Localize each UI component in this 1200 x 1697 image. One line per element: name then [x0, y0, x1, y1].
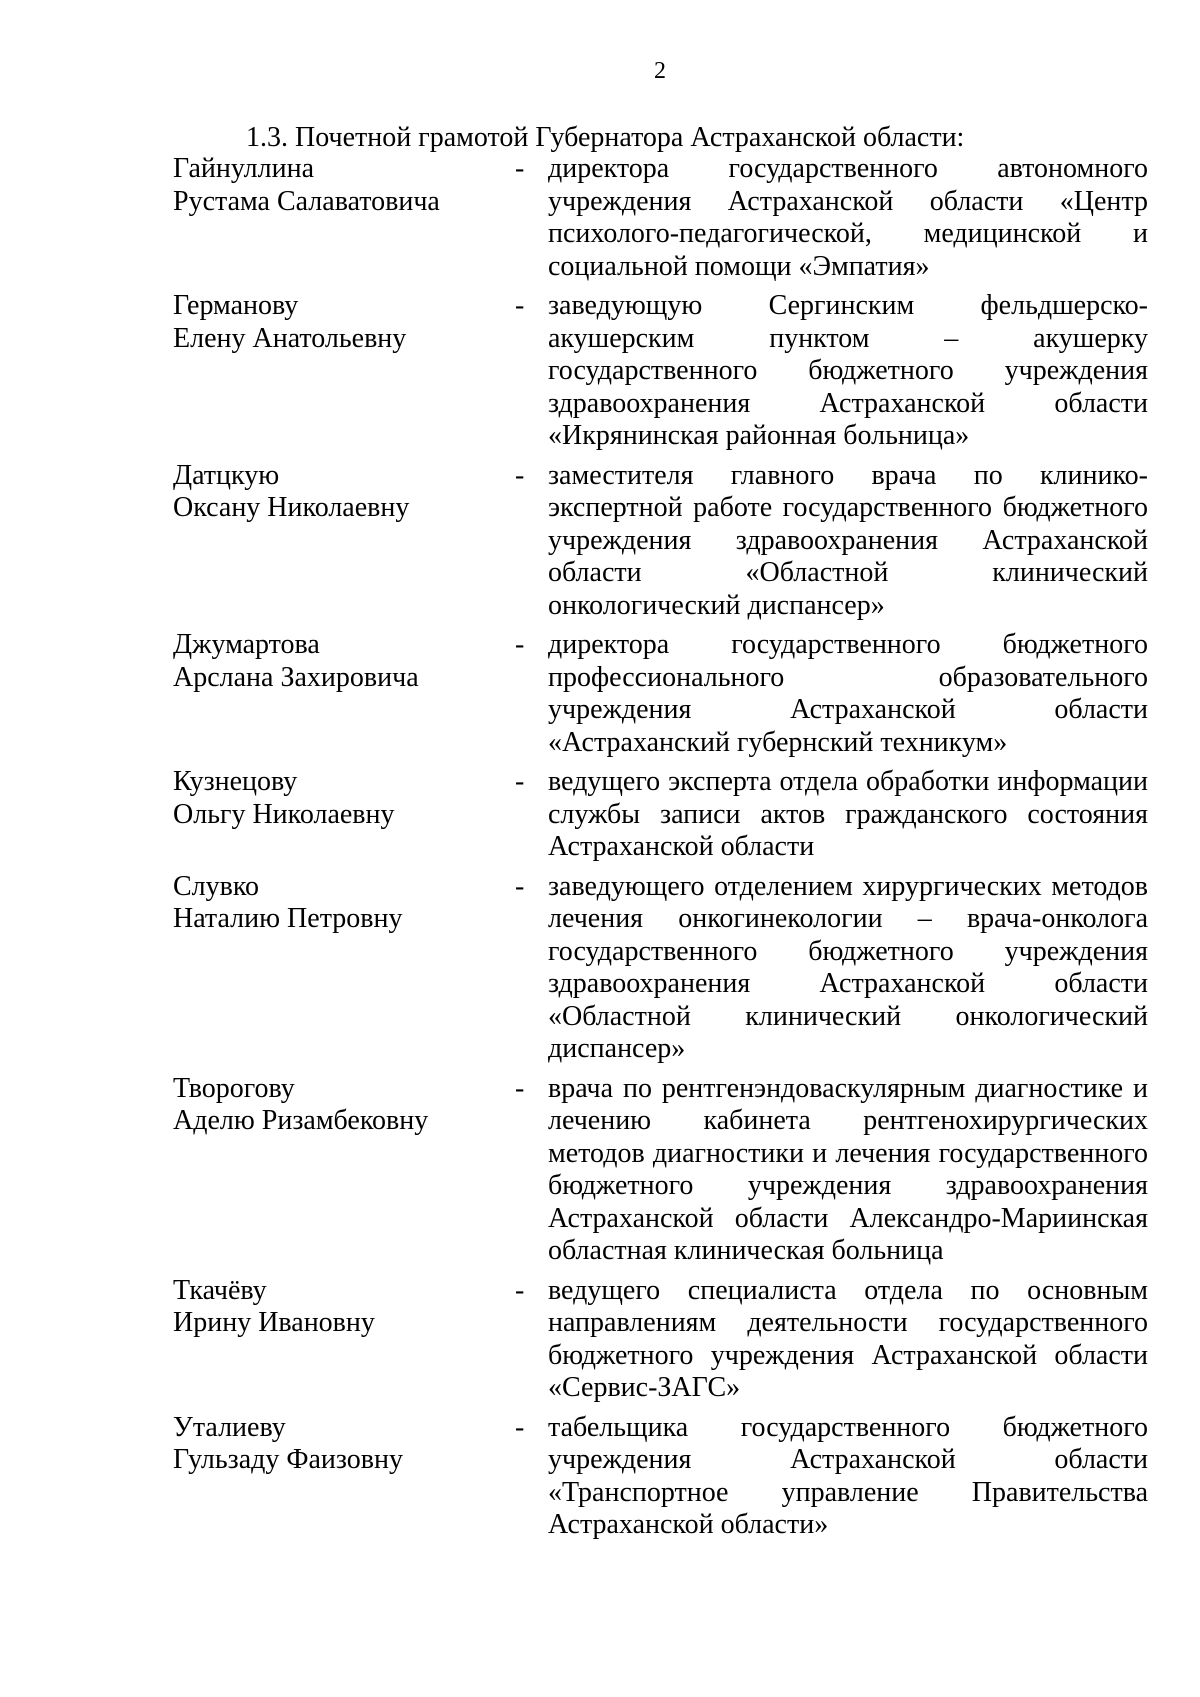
- recipient-entry: [173, 766, 1158, 864]
- recipient-entry: [173, 1412, 1158, 1542]
- recipient-given-names: Аделю Ризамбековну: [173, 1105, 429, 1136]
- recipient-surname: Гайнуллина: [173, 153, 314, 184]
- recipient-position: директора государственного автономного учреждения Астраханской области «Центр психолого-педагогической, медицинской и социальной помощи «Эмпатия»: [548, 153, 1148, 282]
- entry-dash: -: [515, 870, 525, 902]
- recipient-surname: Слувко: [173, 870, 260, 902]
- entry-dash: -: [515, 459, 525, 491]
- recipient-given-names: Елену Анатольевну: [173, 322, 407, 354]
- recipient-entry: [173, 290, 1158, 453]
- recipient-name: [173, 153, 513, 218]
- recipient-name: [173, 460, 513, 525]
- entry-dash: -: [515, 290, 525, 321]
- page-number: 2: [654, 58, 666, 84]
- recipient-given-names: Рустама Салаватовича: [173, 185, 440, 217]
- recipient-entry: [173, 153, 1158, 283]
- recipient-surname: Творогову: [173, 1072, 295, 1104]
- entry-dash: -: [515, 629, 525, 660]
- award-recipient-list: [173, 153, 1158, 1549]
- recipient-position: ведущего эксперта отдела обработки информации службы записи актов гражданского состояния Астраханской области: [548, 766, 1148, 862]
- recipient-entry: [173, 460, 1158, 623]
- recipient-position: заведующего отделением хирургических методов лечения онкогинекологии – врача-онколога государственного бюджетного учреждения здравоохранения Астраханской области «Областной клинический онкологический диспансер»: [548, 870, 1148, 1064]
- recipient-surname: Ткачёву: [173, 1274, 267, 1306]
- recipient-given-names: Ирину Ивановну: [173, 1307, 375, 1338]
- recipient-position: врача по рентгенэндоваскулярным диагностике и лечению кабинета рентгенохирургических методов диагностики и лечения государственного бюджетного учреждения здравоохранения Астраханской области Александро-Мариинская областная клиническая больница: [548, 1072, 1148, 1266]
- recipient-name: [173, 766, 513, 831]
- recipient-name: [173, 1275, 513, 1340]
- recipient-entry: [173, 629, 1158, 759]
- entry-dash: -: [515, 1274, 525, 1306]
- recipient-name: [173, 1073, 513, 1138]
- recipient-given-names: Ольгу Николаевну: [173, 798, 395, 830]
- recipient-name: [173, 871, 513, 936]
- recipient-position: заведующую Сергинским фельдшерско-акушерским пунктом – акушерку государственного бюджетного учреждения здравоохранения Астраханской области «Икрянинская районная больница»: [548, 290, 1148, 451]
- recipient-position: заместителя главного врача по клинико-экспертной работе государственного бюджетного учреждения здравоохранения Астраханской области «Областной клинический онкологический диспансер»: [548, 459, 1148, 621]
- recipient-surname: Датцкую: [173, 459, 280, 491]
- entry-dash: -: [515, 1072, 525, 1104]
- recipient-name: [173, 629, 513, 694]
- recipient-surname: Кузнецову: [173, 766, 298, 797]
- recipient-given-names: Гульзаду Фаизовну: [173, 1444, 404, 1475]
- recipient-position: ведущего специалиста отдела по основным направлениям деятельности государственного бюджетного учреждения Астраханской области «Сервис-ЗАГС»: [548, 1274, 1148, 1403]
- recipient-position: директора государственного бюджетного профессионального образовательного учреждения Астраханской области «Астраханский губернский техникум»: [548, 629, 1148, 758]
- recipient-entry: [173, 1275, 1158, 1405]
- recipient-name: [173, 1412, 513, 1477]
- recipient-position: табельщика государственного бюджетного учреждения Астраханской области «Транспортное управление Правительства Астраханской области»: [548, 1411, 1148, 1540]
- entry-dash: -: [515, 766, 525, 797]
- recipient-entry: [173, 871, 1158, 1066]
- recipient-entry: [173, 1073, 1158, 1268]
- recipient-surname: Джумартова: [173, 629, 320, 660]
- recipient-name: [173, 290, 513, 355]
- recipient-given-names: Оксану Николаевну: [173, 492, 410, 523]
- recipient-surname: Уталиеву: [173, 1411, 286, 1443]
- recipient-given-names: Наталию Петровну: [173, 903, 403, 934]
- recipient-surname: Германову: [173, 290, 299, 321]
- section-heading: 1.3. Почетной грамотой Губернатора Астраханской области:: [246, 122, 965, 153]
- entry-dash: -: [515, 1411, 525, 1443]
- entry-dash: -: [515, 153, 525, 184]
- recipient-given-names: Арслана Захировича: [173, 661, 419, 693]
